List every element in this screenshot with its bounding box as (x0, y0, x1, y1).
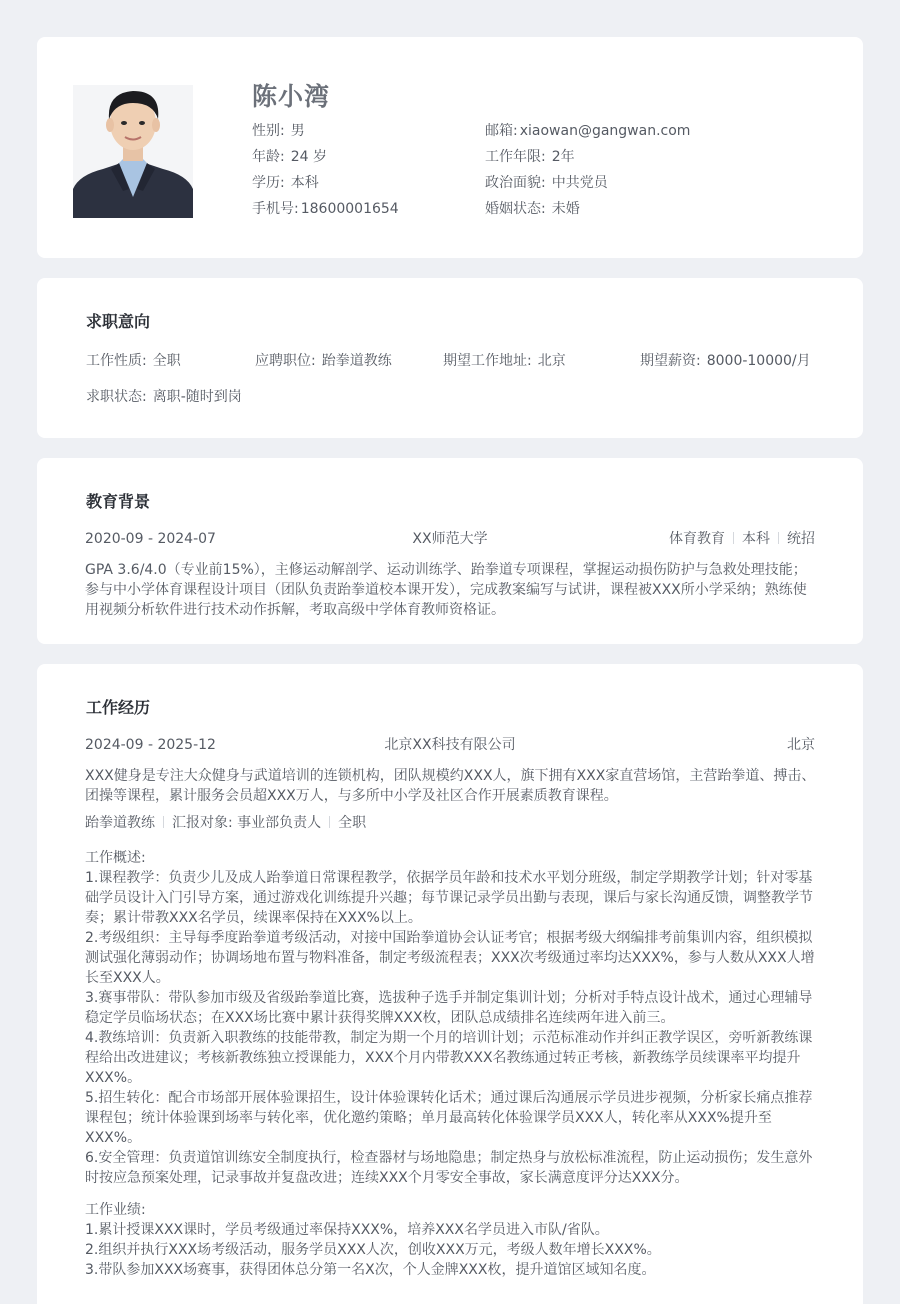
work-tag: 汇报对象: 事业部负责人 (172, 815, 322, 831)
tag-divider (778, 532, 779, 544)
info-value: xiaowan@gangwan.com (519, 123, 691, 139)
intent-value: 跆拳道教练 (321, 353, 392, 369)
education-header-row (85, 529, 815, 549)
info-political-status (485, 172, 690, 198)
tag-divider (329, 816, 330, 828)
intent-salary (640, 350, 811, 370)
work-city: 北京 (787, 737, 815, 753)
basic-info-left (252, 120, 399, 224)
intent-label: 工作性质: (86, 353, 147, 369)
info-value: 18600001654 (300, 201, 399, 217)
intent-label: 期望薪资: (640, 353, 701, 369)
work-tag: 跆拳道教练 (85, 815, 155, 831)
education-period: 2020-09 - 2024-07 (85, 531, 216, 547)
education-description: GPA 3.6/4.0（专业前15%），主修运动解剖学、运动训练学、跆拳道专项课程，掌握运动损伤防护与急救处理技能；参与中小学体育课程设计项目（团队负责跆拳道校本课开发），完成教案编写与试讲，课程被XXX所小学采纳；熟练使用视频分析软件进行技术动作拆解，考取高级中学体育教师资格证。 (85, 562, 807, 618)
info-label: 学历: (252, 175, 285, 191)
info-age (252, 146, 399, 172)
work-tags (85, 813, 366, 833)
intent-value: 离职-随时到岗 (152, 389, 242, 405)
info-value: 男 (290, 123, 305, 139)
info-marital-status (485, 198, 690, 224)
education-tag: 体育教育 (669, 531, 725, 547)
work-tags-row (85, 813, 815, 833)
info-email (485, 120, 690, 146)
info-label: 婚姻状态: (485, 201, 546, 217)
tag-divider (733, 532, 734, 544)
info-label: 性别: (252, 123, 285, 139)
info-label: 政治面貌: (485, 175, 546, 191)
company-description: XXX健身是专注大众健身与武道培训的连锁机构，团队规模约XXX人，旗下拥有XXX家直营场馆，主营跆拳道、搏击、团操等课程，累计服务会员超XXX万人，与多所中小学及社区合作开展素质教育课程。 (85, 768, 816, 804)
info-label: 手机号: (252, 201, 299, 217)
profile-card (37, 37, 863, 258)
education-tag: 本科 (742, 531, 770, 547)
overview-item: 6.安全管理：负责道馆训练安全制度执行，检查器材与场地隐患；制定热身与放松标准流程，防止运动损伤；发生意外时按应急预案处理，记录事故并复盘改进；连续XXX个月零安全事故，家长满意度评分达XXX分。 (85, 1150, 813, 1186)
overview-item: 5.招生转化：配合市场部开展体验课招生，设计体验课转化话术；通过课后沟通展示学员进步视频，分析家长痛点推荐课程包；统计体验课到场率与转化率，优化邀约策略；单月最高转化体验课学员XXX人，转化率从XXX%提升至XXX%。 (85, 1090, 813, 1146)
info-label: 工作年限: (485, 149, 546, 165)
work-experience-card (37, 664, 863, 1304)
section-title: 求职意向 (86, 312, 151, 331)
info-value: 2年 (551, 149, 575, 165)
education-tag: 统招 (787, 531, 815, 547)
intent-label: 应聘职位: (255, 353, 316, 369)
work-tag: 全职 (338, 815, 367, 831)
work-overview (85, 848, 817, 1280)
work-period: 2024-09 - 2025-12 (85, 737, 216, 753)
overview-item: 4.教练培训：负责新入职教练的技能带教，制定为期一个月的培训计划；示范标准动作并纠正教学误区，旁听新教练课程给出改进建议；考核新教练独立授课能力，XXX个月内带教XXX名教练通过转正考核，新教练学员续课率平均提升XXX%。 (85, 1030, 813, 1086)
info-label: 邮箱: (485, 123, 518, 139)
intent-status (86, 386, 242, 406)
basic-info-right (485, 120, 690, 224)
intent-position (255, 350, 392, 370)
info-gender (252, 120, 399, 146)
results-item: 2.组织并执行XXX场考级活动，服务学员XXX人次，创收XXX万元，考级人数年增长XXX%。 (85, 1242, 661, 1258)
results-title: 工作业绩: (85, 1202, 146, 1218)
intent-value: 北京 (537, 353, 566, 369)
intent-value: 8000-10000/月 (706, 353, 811, 369)
avatar-portrait (73, 85, 193, 218)
work-company: 北京XX科技有限公司 (384, 737, 516, 753)
info-degree (252, 172, 399, 198)
education-card (37, 458, 863, 644)
avatar (73, 85, 193, 218)
section-title: 教育背景 (86, 492, 151, 511)
info-label: 年龄: (252, 149, 285, 165)
candidate-name: 陈小湾 (252, 82, 331, 111)
education-school: XX师范大学 (412, 531, 488, 547)
intent-value: 全职 (152, 353, 181, 369)
tag-divider (163, 816, 164, 828)
intent-location (443, 350, 566, 370)
job-intent-card (37, 278, 863, 438)
results-item: 3.带队参加XXX场赛事，获得团体总分第一名X次，个人金牌XXX枚，提升道馆区域知名度。 (85, 1262, 656, 1278)
info-value: 本科 (290, 175, 319, 191)
intent-job-type (86, 350, 181, 370)
overview-item: 3.赛事带队：带队参加市级及省级跆拳道比赛，选拔种子选手并制定集训计划；分析对手特点设计战术，通过心理辅导稳定学员临场状态；在XXX场比赛中累计获得奖牌XXX枚，团队总成绩排名连续两年进入前三。 (85, 990, 813, 1026)
intent-label: 求职状态: (86, 389, 147, 405)
section-title: 工作经历 (86, 698, 151, 717)
overview-item: 2.考级组织：主导每季度跆拳道考级活动，对接中国跆拳道协会认证考官；根据考级大纲编排考前集训内容，组织模拟测试强化薄弱动作；协调场地布置与物料准备，制定考级流程表；XXX次考级通过率均达XXX%，参与人数从XXX人增长至XXX人。 (85, 930, 815, 986)
results-item: 1.累计授课XXX课时，学员考级通过率保持XXX%，培养XXX名学员进入市队/省队。 (85, 1222, 609, 1238)
overview-title: 工作概述: (85, 850, 146, 866)
spacer (85, 1188, 817, 1200)
info-phone (252, 198, 399, 224)
info-work-years (485, 146, 690, 172)
info-value: 未婚 (551, 201, 580, 217)
education-tags (669, 529, 815, 549)
info-value: 24 岁 (290, 149, 327, 165)
intent-label: 期望工作地址: (443, 353, 532, 369)
info-value: 中共党员 (551, 175, 608, 191)
work-header-row (85, 735, 815, 755)
overview-item: 1.课程教学：负责少儿及成人跆拳道日常课程教学，依据学员年龄和技术水平划分班级，制定学期教学计划；针对零基础学员设计入门引导方案，通过游戏化训练提升兴趣；每节课记录学员出勤与表现，课后与家长沟通反馈，调整教学节奏；累计带教XXX名学员，续课率保持在XXX%以上。 (85, 870, 813, 926)
